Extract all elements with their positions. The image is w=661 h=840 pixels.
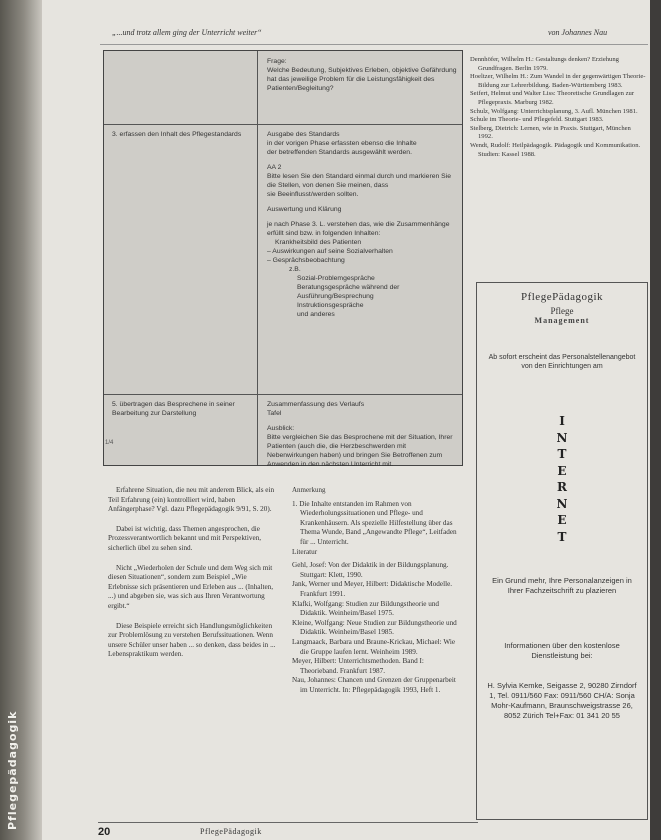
binding-shadow: [650, 0, 661, 840]
line: z.B.: [289, 266, 301, 273]
line: Beratungsgespräche während der Ausführung/Besprechung: [297, 284, 400, 300]
letter: R: [557, 480, 567, 494]
line: Zusammenfassung des Verlaufs: [267, 401, 365, 408]
line: Ausblick:: [267, 425, 295, 432]
letter: N: [556, 496, 568, 511]
management-logo-pflege: Pflege: [550, 306, 574, 316]
reference: Hoeltzer, Wilhelm H.: Zum Wandel in der gegenwärtigen Theorie-Bildung zur Lehrerbildung. Baden-Württemberg 1983.: [470, 73, 646, 89]
row-3-left: 5. übertragen das Besprechene in seiner Bearbeitung zur Darstellung: [112, 401, 235, 417]
line: Sozial-Problemgespräche: [297, 275, 375, 282]
line: und anderes: [297, 311, 335, 318]
row-2-left: 3. erfassen den Inhalt des Pflegestandards: [112, 131, 242, 138]
body-column-right: [292, 486, 460, 695]
reference: Nau, Johannes: Chancen und Grenzen der Gruppenarbeit im Unterricht. In: Pflegepädagogik 1993, Heft 1.: [292, 676, 456, 694]
table-mark: 1/4: [105, 440, 114, 446]
reference: Dennhöfer, Wilhelm H.: Gestaltungs denken? Erziehung Grundfragen. Berlin 1979.: [470, 56, 619, 72]
header-rule: [100, 44, 648, 45]
management-logo-text: Management: [534, 316, 590, 325]
reference: Schulz, Wolfgang: Unterrichtsplanung, 3. Aufl. München 1981.: [470, 107, 638, 115]
paragraph: Dabei ist wichtig, dass Themen angesprochen, die Prozessverantwortlich bekannt und mit Perspektiven, sicherlich übel zu sehen sind.: [108, 524, 262, 552]
advertisement-box: [476, 282, 648, 820]
row-1-question-text: Welche Bedeutung, Subjektives Erleben, objektive Gefährdung hat das jeweilige Problem für die Leistungsfähigkeit des Patienten/Begleitung?: [267, 67, 457, 92]
letter: T: [557, 529, 567, 544]
ad-placement-text: Ein Grund mehr, Ihre Personalanzeigen in Ihrer Fachzeitschrift zu plazieren: [492, 576, 632, 595]
letter: E: [557, 463, 567, 478]
magazine-logo: PflegePädagogik: [520, 291, 604, 303]
reference: Schule im Theorie- und Pflegefeld. Stuttgart 1983.: [470, 116, 604, 124]
management-logo: [527, 307, 597, 325]
reference: Wendt, Rudolf: Heilpädagogik. Pädagogik und Kommunikation. Studien: Kassel 1988.: [470, 141, 641, 158]
line: Ausgabe des Standards: [267, 131, 340, 138]
ad-contact: H. Sylvia Kemke, Seigasse 2, 90280 Zirndorf 1, Tel. 0911/560 Fax: 0911/560 CH/A: Sonja Mohr-Kaufmann, Braunschweigstrasse 26, 8052 Zürich Tel+Fax: 01 341 20 55: [487, 681, 637, 720]
ad-internet-vertical: [477, 413, 647, 545]
row-1-right: [267, 57, 457, 99]
reference: Langmaack, Barbara und Braune-Krickau, Michael: Wie die Gruppe laufen lernt. Weinheim 1989.: [292, 637, 456, 656]
line: Tafel: [267, 410, 282, 417]
reference: Gehl, Josef: Von der Didaktik in der Bildungsplanung. Stuttgart: Klett, 1990.: [292, 561, 449, 579]
reference: Kleine, Wolfgang: Neue Studien zur Bildungstheorie und Didaktik. Weinheim/Basel 1985.: [292, 618, 457, 637]
literature-heading: Literatur: [292, 547, 318, 556]
reference: Jank, Werner und Meyer, Hilbert: Didaktische Modelle. Frankfurt 1991.: [292, 580, 453, 598]
footer-title: PflegePädagogik: [200, 827, 262, 836]
ad-intro: Ab sofort erscheint das Personalstellenangebot von den Einrichtungen am: [488, 354, 636, 370]
line: in der vorigen Phase erfassten ebenso die Inhalte: [267, 140, 417, 147]
line: der betreffenden Standards ausgewählt werden.: [267, 149, 412, 156]
line: sie Beeinflusst/werden sollten.: [267, 191, 359, 198]
row-3-right: [267, 400, 457, 475]
letter: E: [557, 513, 567, 527]
reference: Klafki, Wolfgang: Studien zur Bildungstheorie und Didaktik. Weinheim/Basel 1975.: [292, 599, 440, 618]
reference: Meyer, Hilbert: Unterrichtsmethoden. Band I: Theorieband. Frankfurt 1987.: [292, 657, 424, 675]
paragraph: Nicht „Wiederholen der Schule und dem Weg sich mit diesen Situationen“, sondern zum Beispiel „Wie Erlebnisse sich präsentieren und Erleben aus ... (Inhalten, ...) und abgeben sie, was sich aus Ihren Verantwortung ergibt.“: [108, 563, 274, 610]
line: je nach Phase 3. L. verstehen das, wie die Zusammenhänge erfüllt sind bzw. in folgenden Inhalten:: [267, 221, 450, 237]
notes-heading: Anmerkung: [292, 486, 326, 494]
right-references: [470, 56, 646, 159]
letter: I: [559, 414, 565, 428]
paragraph: Erfahrene Situation, die neu mit anderem Blick, als ein Teil Erfahrung (ein) kontrolliert wird, haben Anfängerphase? Vgl. dazu Pflegepädagogik 9/91, S. 20).: [108, 486, 275, 514]
table-row: [104, 394, 462, 468]
table-row: [104, 124, 462, 395]
line: Auswertung und Klärung: [267, 206, 342, 213]
row-1-question-label: Frage:: [267, 58, 287, 65]
ad-info-text: Informationen über den kostenlose Dienstleistung bei:: [504, 641, 620, 660]
line: AA 2: [267, 164, 282, 171]
note-text: 1. Die Inhalte entstanden im Rahmen von Wiederholungssituationen und Pflege- und Krankenhäusern. Als spezielle Hilfestellung über das Thema Wunde, Band „Angewandte Pflege“, Leitfaden für ... Unterricht.: [292, 499, 457, 546]
lesson-plan-table: [103, 50, 463, 466]
line: Instruktionsgespräche: [297, 302, 364, 309]
page-number: 20: [98, 826, 111, 838]
footer-rule: [98, 822, 478, 823]
paragraph: Diese Beispiele erreicht sich Handlungsmöglichkeiten zur Problemlösung zu verstehen Berufssituationen. Wenn unsere Schüler unser haben ... so denken, dass beides in ... Lebenspraktikum werden.: [108, 621, 276, 659]
reference: Stelberg, Dietrich: Lernen, wie in Praxis. Stuttgart, München 1992.: [470, 124, 631, 141]
line: Bitte lesen Sie den Standard einmal durch und markieren Sie die Stellen, von denen Sie meinen, dass: [267, 173, 452, 189]
table-row: [104, 51, 462, 125]
edge-text: Pflegepädagogik: [6, 710, 19, 830]
line: Krankheitsbild des Patienten: [275, 239, 362, 246]
letter: T: [557, 447, 567, 461]
running-head-left: „...und trotz allem ging der Unterricht weiter“: [112, 28, 262, 37]
row-2-right: [267, 130, 457, 319]
line: – Gesprächsbeobachtung: [267, 257, 345, 264]
line: Bitte vergleichen Sie das Besprochene mit der Situation, Ihrer Patienten (auch die, die Herzbeschwerden mit Nebenwirkungen haben) und bringen Sie Betroffenen zum Anwenden in den nächsten Unterricht mit.: [267, 434, 453, 468]
reference: Seifert, Helmut und Walter Liss: Theoretische Grundlagen zur Pflegepraxis. Marburg 1982.: [470, 90, 635, 106]
letter: N: [556, 430, 568, 445]
body-column-left: [108, 486, 278, 670]
line: – Auswirkungen auf seine Sozialverhalten: [267, 248, 393, 255]
running-head-right: von Johannes Nau: [548, 28, 608, 37]
